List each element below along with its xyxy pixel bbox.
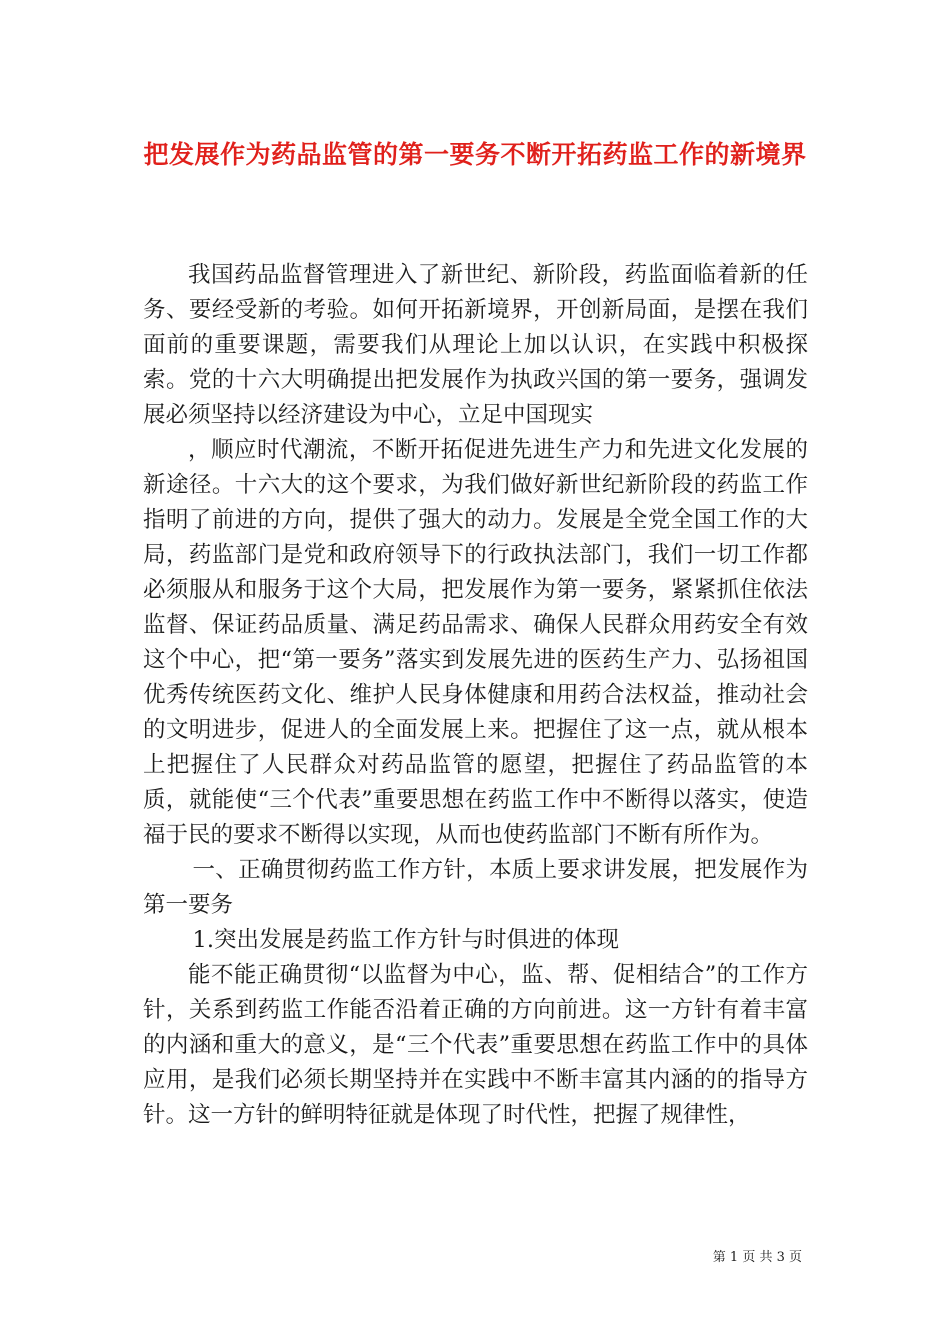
section-heading-1: 一、正确贯彻药监工作方针，本质上要求讲发展，把发展作为第一要务	[143, 857, 808, 918]
page-number: 第 1 页 共 3 页	[712, 1250, 802, 1265]
document-body	[143, 258, 808, 1133]
paragraph-intro: 我国药品监督管理进入了新世纪、新阶段，药监面临着新的任务、要经受新的考验。如何开拓新境界，开创新局面，是摆在我们面前的重要课题，需要我们从理论上加以认识，在实践中积极探索。党的十六大明确提出把发展作为执政兴国的第一要务，强调发展必须坚持以经济建设为中心，立足中国现实	[143, 262, 808, 428]
subsection-heading-1-1: 1.突出发展是药监工作方针与时俱进的体现	[192, 927, 619, 953]
document-title: 把发展作为药品监管的第一要务不断开拓药监工作的新境界	[143, 140, 807, 169]
paragraph-development: ，顺应时代潮流，不断开拓促进先进生产力和先进文化发展的新途径。十六大的这个要求，为我们做好新世纪新阶段的药监工作指明了前进的方向，提供了强大的动力。发展是全党全国工作的大局，药监部门是党和政府领导下的行政执法部门，我们一切工作都必须服从和服务于这个大局，把发展作为第一要务，紧紧抓住依法监督、保证药品质量、满足药品需求、确保人民群众用药安全有效这个中心，把“第一要务”落实到发展先进的医药生产力、弘扬祖国优秀传统医药文化、维护人民身体健康和用药合法权益，推动社会的文明进步，促进人的全面发展上来。把握住了这一点，就从根本上把握住了人民群众对药品监管的愿望，把握住了药品监管的本质，就能使“三个代表”重要思想在药监工作中不断得以落实，使造福于民的要求不断得以实现，从而也使药监部门不断有所作为。	[143, 437, 808, 848]
paragraph-policy: 能不能正确贯彻“以监督为中心，监、帮、促相结合”的工作方针，关系到药监工作能否沿着正确的方向前进。这一方针有着丰富的内涵和重大的意义，是“三个代表”重要思想在药监工作中的具体应用，是我们必须长期坚持并在实践中不断丰富其内涵的的指导方针。这一方针的鲜明特征就是体现了时代性，把握了规律性，	[143, 962, 808, 1128]
